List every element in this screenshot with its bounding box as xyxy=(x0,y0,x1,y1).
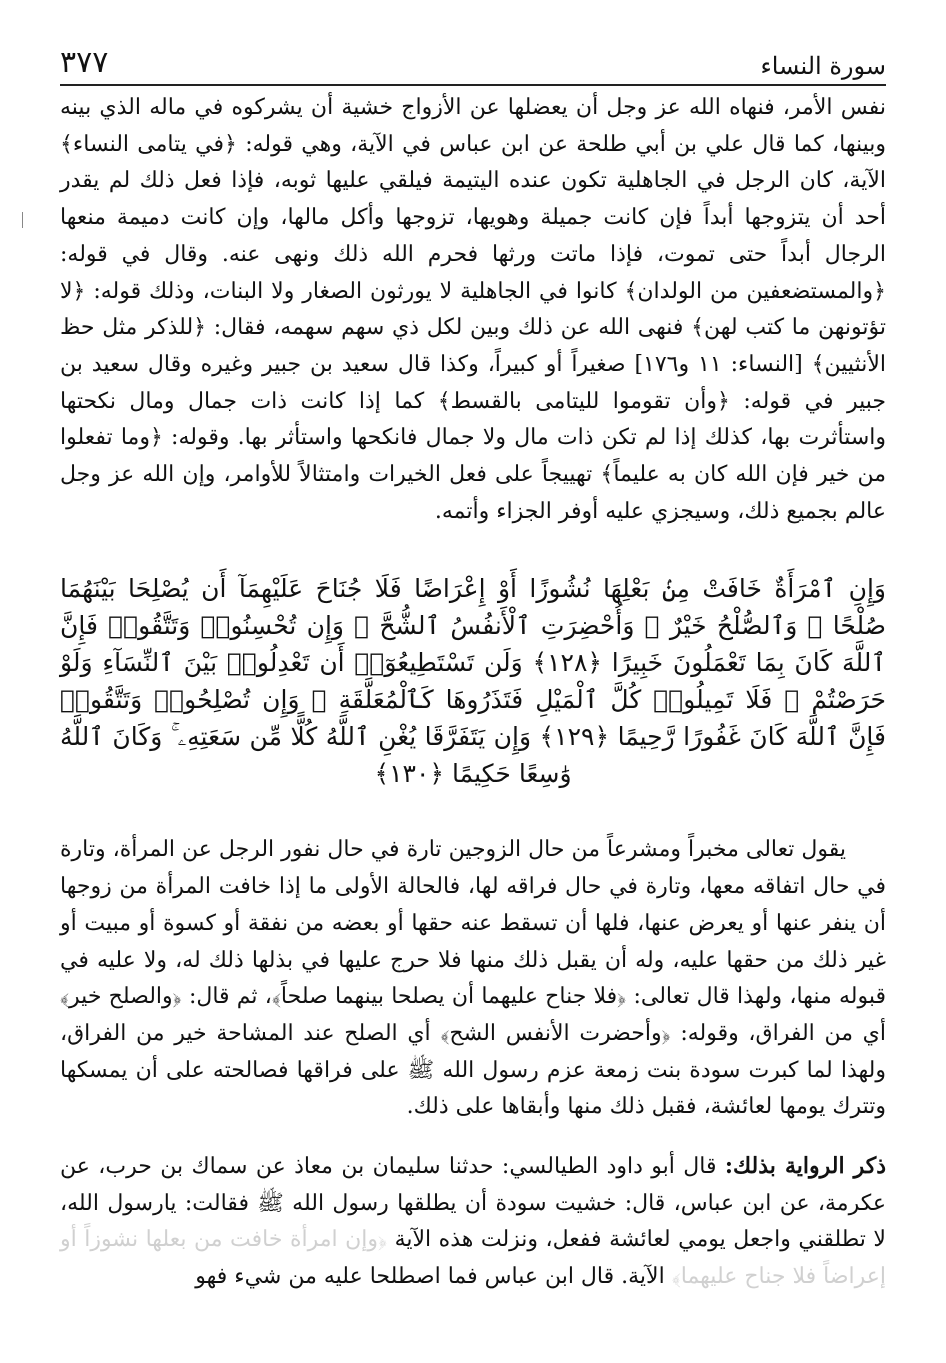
text-line: يارسول الله، لا تطلقني واجعل يومي لعائشة ففعل، ونزلت هذه الآية xyxy=(60,1190,886,1253)
surah-name: سورة النساء xyxy=(760,52,886,80)
text-line: ما كتب لهن﴾ فنهى الله عن ذلك وبين لكل ذي سهم سهمه، فقال: ﴿للذكر مثل حظ الأنثيين﴾ xyxy=(60,315,886,377)
text-line: قوله: ﴿وأن تقوموا لليتامى بالقسط﴾ كما إذا كانت ذات جمال ومال نكحتها واستأثرت بها، xyxy=(60,388,886,451)
text-line: قال أبو داود الطيالسي: حدثنا سليمان بن معاذ عن سماك بن حرب، xyxy=(98,1154,725,1180)
page-content xyxy=(60,90,886,1296)
text-line: أو غير ذلك من حقها عليه، وله أن يقبل ذلك منها فلا حرج عليها في بذلها ذلك له، ولا عليه xyxy=(60,910,886,973)
text-line: أن يمسكها وتترك يومها لعائشة، فقبل ذلك منها وأبقاها على ذلك. xyxy=(60,1057,886,1120)
text-line: فإن الله كان به عليماً﴾ تهييجاً على فعل الخيرات وامتثالاً للأوامر، وإن الله عز وجل عالم xyxy=(60,462,886,524)
text-line: في حال اتفاقه معها، وتارة في حال فراقه لها، فالحالة الأولى ما إذا خافت المرأة من زوجها xyxy=(60,874,886,900)
narration-heading: ذكر الرواية بذلك: xyxy=(724,1153,887,1180)
text-line: أبداً حتى تموت، فإذا ماتت ورثها فحرم الله ذلك ونهى عنه. وقال في قوله: ﴿والمستضعفين xyxy=(60,241,886,304)
page-number: ٣٧٧ xyxy=(60,45,109,80)
commentary-paragraph-2 xyxy=(60,832,886,1126)
verse-line: وَإِن تُصْلِحُوا۟ وَتَتَّقُوا۟ فَإِنَّ ٱللَّهَ كَانَ غَفُورًا رَّحِيمًا ﴿١٢٩﴾ وَإِن يَتَفَرَّقَا يُغْنِ ٱللَّهُ كُلًّا مِّن سَعَتِهِۦ ۚ xyxy=(60,685,887,752)
verse-line: تَسْتَطِيعُوٓا۟ أَن تَعْدِلُوا۟ بَيْنَ ٱلنِّسَآءِ وَلَوْ حَرَصْتُمْ ۖ فَلَا تَمِيلُوا۟ كُلَّ ٱلْمَيْلِ فَتَذَرُوهَا كَٱلْمُعَلَّقَةِ ۚ xyxy=(60,648,886,715)
text-line: نفس الأمر، فنهاه الله عز وجل أن يعضلها عن الأزواج خشية أن يشركوه في ماله الذي بينه xyxy=(60,95,886,120)
faded-verse-text: ﴿وإن امرأة خافت من xyxy=(193,1227,395,1253)
text-line: [النساء: ١١ و١٧٦] صغيراً أو كبيراً، وكذا قال سعيد بن جبير وغيره وقال سعيد بن جبير في xyxy=(60,351,886,414)
page-header xyxy=(60,40,886,86)
text-line: أن ينفر عنها أو يعرض عنها، فلها أن تسقط عنه حقها أو بعضه من نفقة أو كسوة أو مبيت xyxy=(84,910,886,936)
narration-paragraph xyxy=(60,1148,886,1296)
verse-line: وَكَانَ ٱللَّهُ وَٰسِعًا حَكِيمًا ﴿١٣٠﴾ xyxy=(60,722,572,789)
text-line: عن عكرمة، عن ابن عباس، قال: خشيت سودة أن يطلقها رسول الله ﷺ فقالت: xyxy=(60,1154,886,1216)
text-line: من الولدان﴾ كانوا في الجاهلية لا يورثون الصغار ولا البنات، وذلك قوله: ﴿لا تؤتونهن xyxy=(60,278,886,341)
text-line: في قبوله منها، ولهذا قال تعالى: ﴿فلا جناح عليهما أن يصلحا بينهما صلحاً﴾، ثم قال: xyxy=(60,947,886,1010)
text-line: ﴿والصلح خير﴾ أي من الفراق، وقوله: ﴿وأحضرت الأنفس الشح﴾ أي الصلح عند المشاحة xyxy=(60,984,887,1046)
text-line: وبينها، كما قال علي بن أبي طلحة عن ابن عباس في الآية، وهي قوله: ﴿في يتامى النساء﴾ xyxy=(60,131,886,157)
quran-verses xyxy=(60,570,886,792)
verse-line: وَإِنِ ٱمْرَأَةٌ خَافَتْ مِنۢ بَعْلِهَا نُشُوزًا أَوْ إِعْرَاضًا فَلَا جُنَاحَ عَلَيْهِمَآ أَن يُصْلِحَا بَيْنَهُمَا صُلْحًا ۚ وَٱلصُّلْحُ خَيْرٌ ۗ xyxy=(60,574,886,641)
text-line: الآية، كان الرجل في الجاهلية تكون عنده اليتيمة فيلقي عليها ثوبه، فإذا فعل ذلك لم يقدر أحد xyxy=(60,168,886,231)
commentary-paragraph-1 xyxy=(60,90,886,530)
text-line: أن يتزوجها أبداً فإن كانت جميلة وهويها، تزوجها وأكل مالها، وإن كانت دميمة منعها الرجال xyxy=(60,205,886,267)
verse-line: وَأُحْضِرَتِ ٱلْأَنفُسُ ٱلشُّحَّ ۚ وَإِن تُحْسِنُوا۟ وَتَتَّقُوا۟ فَإِنَّ ٱللَّهَ كَانَ بِمَا تَعْمَلُونَ خَبِيرًا ﴿١٢٨﴾ وَلَن xyxy=(60,611,886,678)
text-line: يقول تعالى مخبراً ومشرعاً من حال الزوجين تارة في حال نفور الرجل عن المرأة، وتارة xyxy=(60,837,846,863)
text-line: بجميع ذلك، وسيجزي عليه أوفر الجزاء وأتمه. xyxy=(434,498,838,524)
text-line: كذلك إذا لم تكن ذات مال ولا جمال فانكحها واستأثر بها. وقوله: ﴿وما تفعلوا من خير xyxy=(60,425,887,488)
text-line: الآية. قال ابن عباس فما اصطلحا عليه من شيء فهو xyxy=(195,1264,672,1290)
faded-verse-text: بعلها نشوزاً أو إعراضاً فلا جناح عليهما﴾ xyxy=(60,1227,886,1290)
text-line: خير من الفراق، ولهذا لما كبرت سودة بنت زمعة عزم رسول الله ﷺ على فراقها فصالحته على xyxy=(60,1020,886,1083)
margin-mark xyxy=(22,212,23,228)
